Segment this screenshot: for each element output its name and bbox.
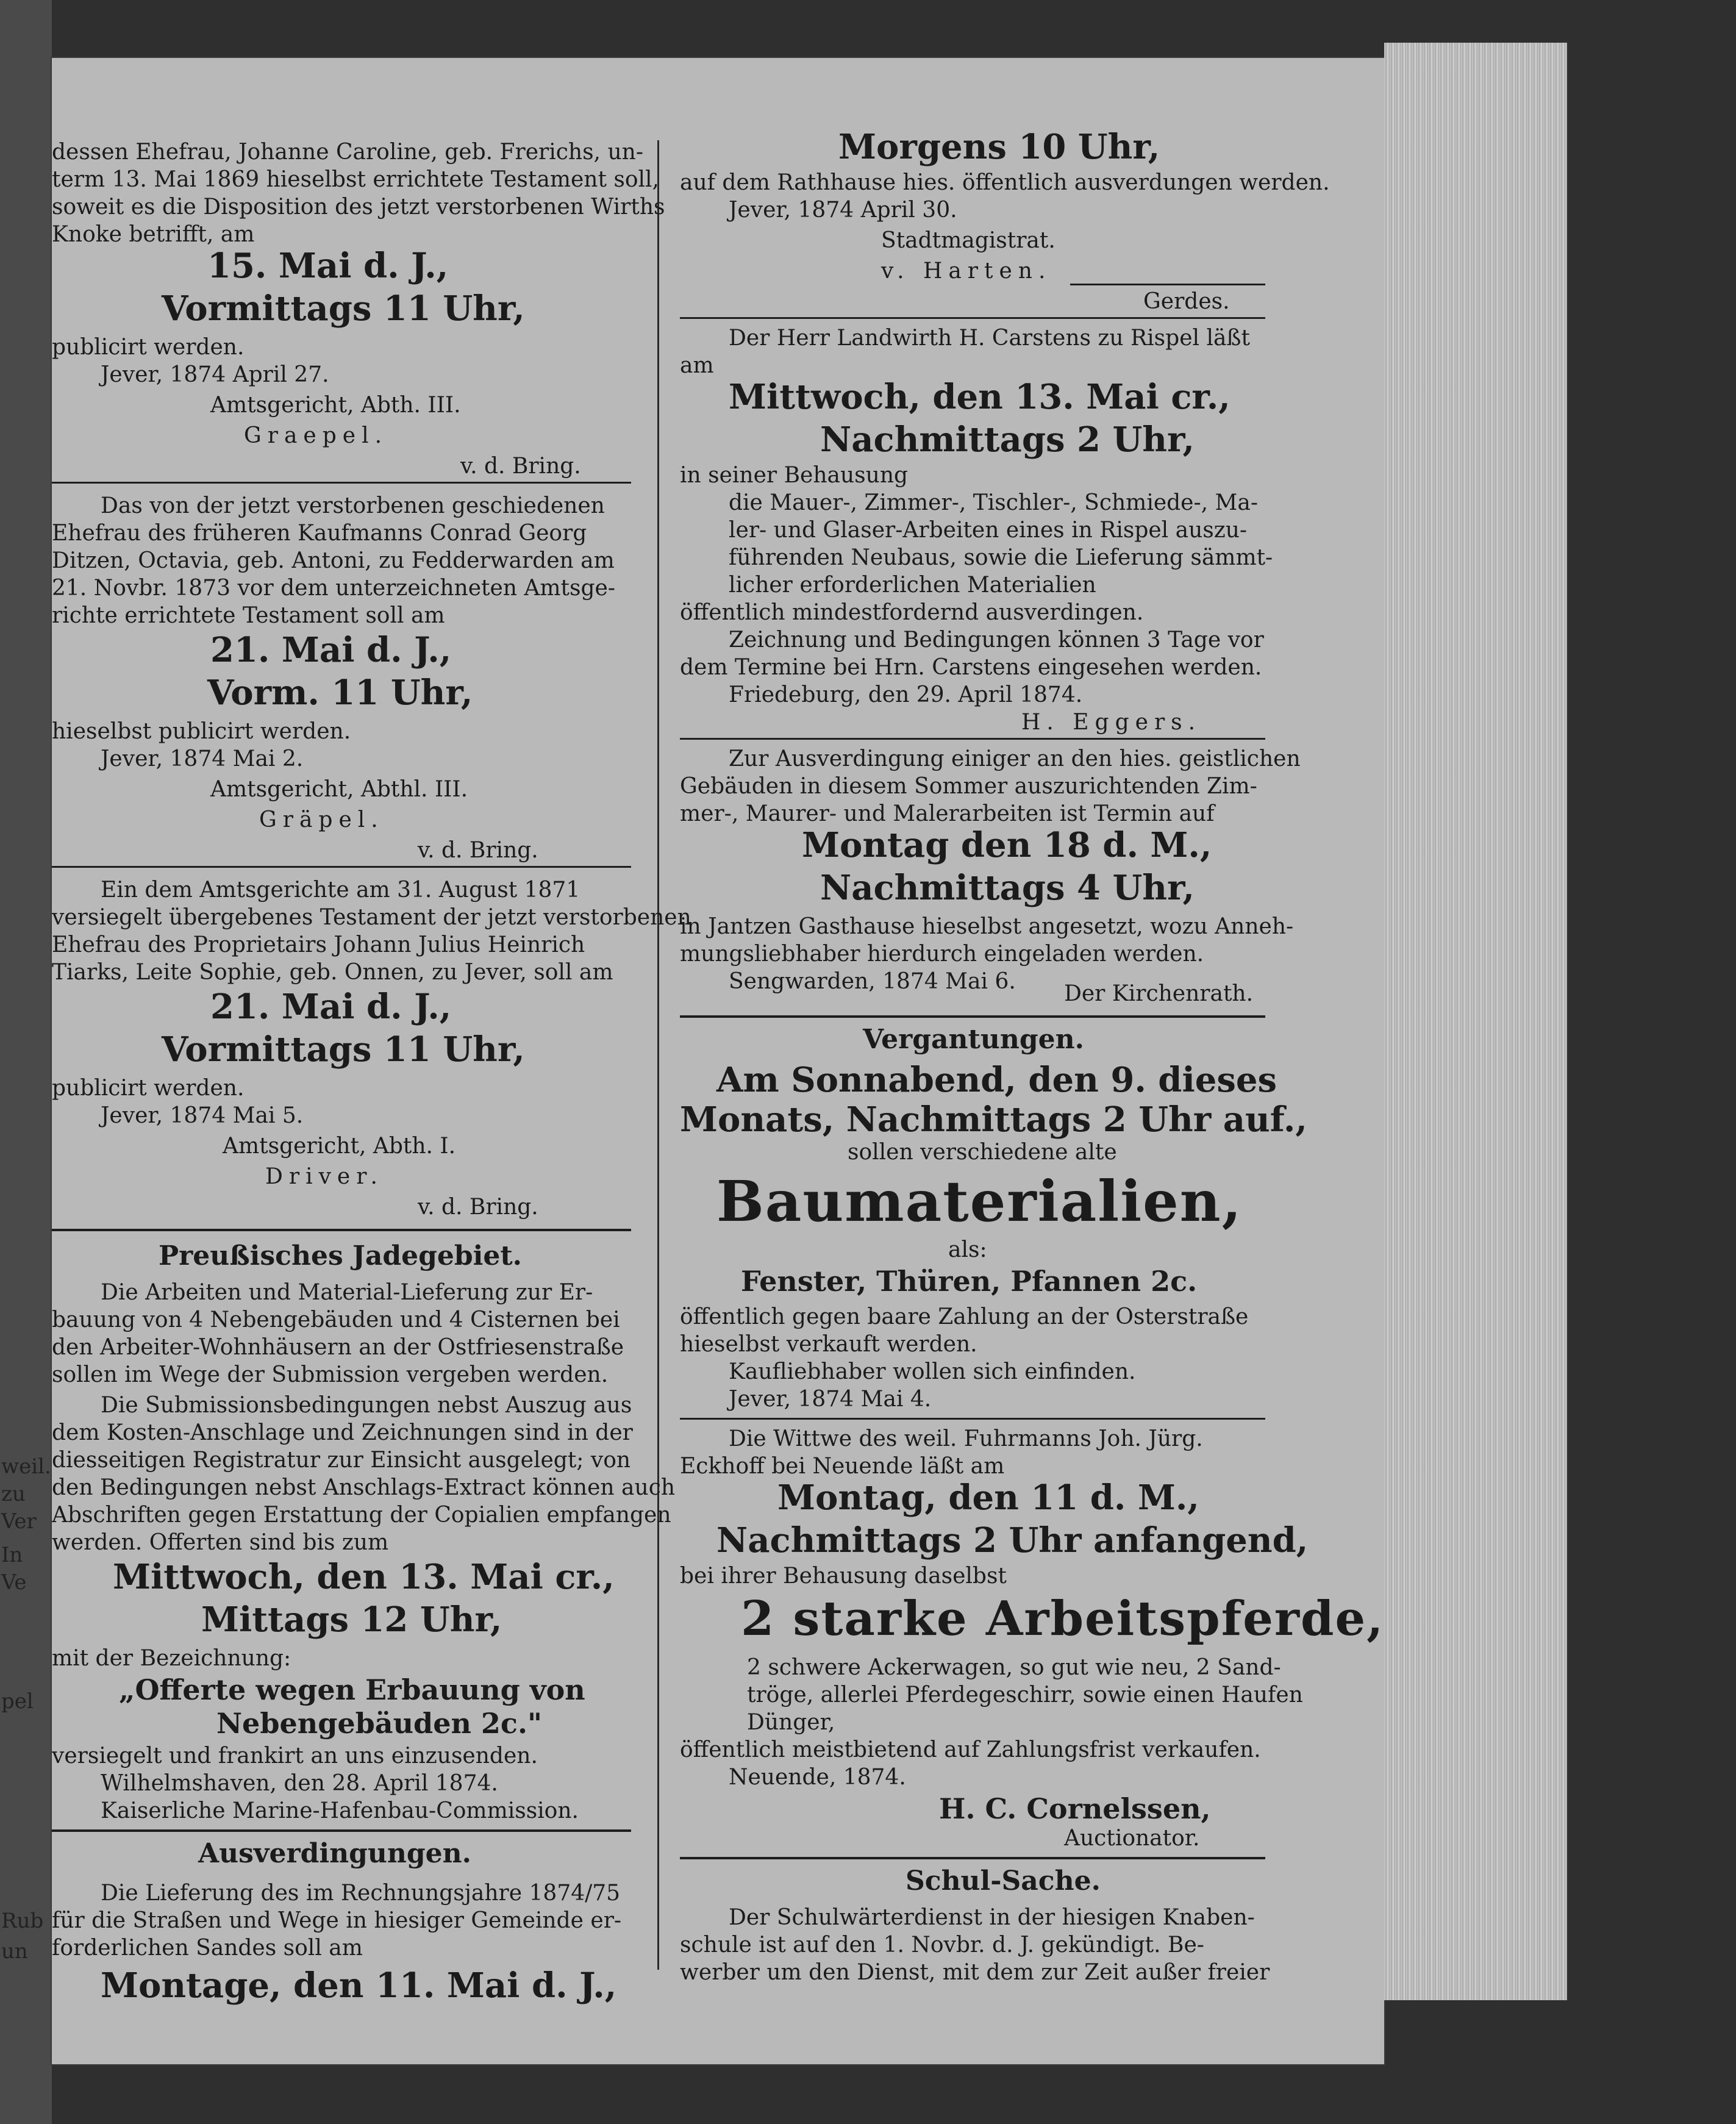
notice-date: Am Sonnabend, den 9. dieses — [716, 1060, 1277, 1100]
book-page-edges — [1384, 43, 1567, 2000]
notice-text-line: Kaufliebhaber wollen sich einfinden. — [729, 1359, 1136, 1384]
separator-rule — [680, 738, 1265, 740]
notice-text-line: in seiner Behausung — [680, 463, 909, 488]
notice-clerk: v. d. Bring. — [418, 1195, 538, 1220]
notice-role: Auctionator. — [1064, 1826, 1200, 1851]
separator-rule-short — [1070, 284, 1265, 285]
notice-text-line: den Bedingungen nebst Anschlags-Extract können auch — [52, 1475, 676, 1500]
notice-signer: H. C. Cornelssen, — [939, 1792, 1211, 1825]
notice-text-line: bauung von 4 Nebengebäuden und 4 Cisternen bei — [52, 1307, 620, 1332]
notice-text-line: mungsliebhaber hierdurch eingeladen werden. — [680, 942, 1204, 967]
notice-text-line: bei ihrer Behausung daselbst — [680, 1564, 1007, 1589]
previous-page-edge — [0, 0, 52, 2124]
margin-fragment: un — [1, 1939, 28, 1964]
separator-rule — [680, 1857, 1265, 1859]
margin-fragment: pel — [1, 1689, 34, 1714]
notice-time: Vormittags 11 Uhr, — [162, 288, 525, 329]
section-heading: Ausverdingungen. — [198, 1838, 471, 1869]
notice-text-line: am — [680, 353, 714, 378]
notice-place-date: Jever, 1874 April 30. — [729, 198, 957, 223]
notice-text-line: Dünger, — [747, 1710, 835, 1735]
section-heading: Preußisches Jadegebiet. — [159, 1240, 522, 1271]
notice-place-date: Jever, 1874 Mai 2. — [101, 746, 304, 771]
notice-office: Amtsgericht, Abthl. III. — [210, 777, 468, 802]
notice-text-line: versiegelt übergebenes Testament der jetzt verstorbenen — [52, 905, 691, 930]
notice-text-line: Gebäuden in diesem Sommer auszurichtenden Zim- — [680, 774, 1257, 799]
notice-office: Stadtmagistrat. — [881, 228, 1056, 253]
notice-text-line: Die Submissionsbedingungen nebst Auszug aus — [101, 1393, 632, 1418]
notice-text-line: öffentlich meistbietend auf Zahlungsfrist verkaufen. — [680, 1737, 1261, 1762]
notice-time: Morgens 10 Uhr, — [838, 127, 1160, 167]
notice-place-date: Jever, 1874 Mai 5. — [101, 1103, 304, 1128]
notice-text-line: Ehefrau des früheren Kaufmanns Conrad Georg — [52, 521, 587, 546]
notice-office: Amtsgericht, Abth. III. — [210, 393, 461, 418]
separator-rule — [680, 1418, 1265, 1420]
notice-text-line: publicirt werden. — [52, 335, 245, 360]
notice-text-line: term 13. Mai 1869 hieselbst errichtete Testament soll, — [52, 167, 659, 192]
section-heading: Schul-Sache. — [906, 1865, 1101, 1897]
notice-text-line: Ehefrau des Proprietairs Johann Julius Heinrich — [52, 932, 585, 957]
separator-rule — [52, 1229, 631, 1231]
notice-text-line: versiegelt und frankirt an uns einzusenden. — [52, 1743, 538, 1768]
notice-time: Nachmittags 4 Uhr, — [820, 868, 1195, 908]
notice-time: Nachmittags 2 Uhr, — [820, 420, 1195, 460]
notice-time: Mittags 12 Uhr, — [201, 1600, 502, 1640]
auction-title: 2 starke Arbeitspferde, — [741, 1591, 1385, 1647]
notice-text-line: Das von der jetzt verstorbenen geschiedenen — [101, 493, 605, 518]
notice-date: Montag, den 11 d. M., — [777, 1478, 1199, 1518]
margin-fragment: Ver — [1, 1509, 37, 1534]
notice-text-line: Der Schulwärterdienst in der hiesigen Knaben- — [729, 1905, 1255, 1930]
notice-text-line: Ein dem Amtsgerichte am 31. August 1871 — [101, 878, 580, 903]
notice-text-line: Die Lieferung des im Rechnungsjahre 1874/75 — [101, 1881, 621, 1906]
notice-date: Montag den 18 d. M., — [802, 825, 1212, 865]
notice-text-line: Knoke betrifft, am — [52, 222, 255, 247]
separator-rule — [52, 866, 631, 868]
notice-text-line: 21. Novbr. 1873 vor dem unterzeichneten Amtsge- — [52, 576, 616, 601]
notice-clerk: v. d. Bring. — [460, 454, 581, 479]
notice-text-line: richte errichtete Testament soll am — [52, 603, 445, 628]
notice-date: Mittwoch, den 13. Mai cr., — [113, 1557, 615, 1597]
notice-text-line: sollen im Wege der Submission vergeben werden. — [52, 1362, 609, 1387]
notice-text-line: tröge, allerlei Pferdegeschirr, sowie einen Haufen — [747, 1682, 1303, 1707]
notice-text-line: Die Arbeiten und Material-Lieferung zur Er- — [101, 1280, 593, 1305]
margin-fragment: zu — [1, 1482, 26, 1506]
notice-signer: H. Eggers. — [1021, 710, 1202, 735]
notice-clerk: Gerdes. — [1143, 289, 1230, 314]
notice-place-date: Jever, 1874 Mai 4. — [729, 1387, 932, 1412]
notice-text-line: dessen Ehefrau, Johanne Caroline, geb. Frerichs, un- — [52, 140, 643, 165]
notice-date: 21. Mai d. J., — [210, 630, 452, 670]
separator-rule — [52, 482, 631, 484]
notice-text-line: für die Straßen und Wege in hiesiger Gemeinde er- — [52, 1908, 622, 1933]
notice-text-line: mer-, Maurer- und Malerarbeiten ist Termin auf — [680, 801, 1215, 826]
notice-text-line: die Mauer-, Zimmer-, Tischler-, Schmiede-, Ma- — [729, 490, 1259, 515]
notice-office: Amtsgericht, Abth. I. — [223, 1134, 456, 1159]
notice-text-line: in Jantzen Gasthause hieselbst angesetzt, wozu Anneh- — [680, 914, 1294, 939]
notice-date: Montage, den 11. Mai d. J., — [101, 1965, 617, 2006]
auction-title: Baumaterialien, — [716, 1168, 1243, 1234]
notice-office: Kaiserliche Marine-Hafenbau-Commission. — [101, 1798, 579, 1823]
notice-text-line: Tiarks, Leite Sophie, geb. Onnen, zu Jever, soll am — [52, 960, 613, 985]
notice-text-line: soweit es die Disposition des jetzt verstorbenen Wirths — [52, 195, 665, 220]
margin-fragment: In — [1, 1543, 23, 1567]
notice-text-line: als: — [948, 1237, 987, 1262]
notice-text-line: forderlichen Sandes soll am — [52, 1936, 363, 1961]
notice-signer: Graepel. — [244, 423, 388, 448]
notice-date: 15. Mai d. J., — [207, 246, 449, 286]
separator-rule — [680, 1015, 1265, 1018]
margin-fragment: Rub — [1, 1909, 44, 1933]
notice-signer: v. Harten. — [881, 259, 1052, 284]
notice-text-line: schule ist auf den 1. Novbr. d. J. gekündigt. Be- — [680, 1933, 1204, 1958]
notice-text-line: öffentlich gegen baare Zahlung an der Osterstraße — [680, 1304, 1249, 1329]
notice-clerk: v. d. Bring. — [418, 838, 538, 863]
notice-time: Vorm. 11 Uhr, — [207, 673, 473, 713]
notice-signer: Gräpel. — [259, 807, 384, 832]
notice-text-line: Ditzen, Octavia, geb. Antoni, zu Fedderwarden am — [52, 548, 615, 573]
notice-text-line: werber um den Dienst, mit dem zur Zeit außer freier — [680, 1960, 1270, 1985]
notice-text-line: den Arbeiter-Wohnhäusern an der Ostfriesenstraße — [52, 1335, 624, 1360]
notice-text-line: hieselbst verkauft werden. — [680, 1332, 977, 1357]
margin-fragment: weil. — [1, 1454, 51, 1479]
notice-text-line: dem Termine bei Hrn. Carstens eingesehen werden. — [680, 655, 1262, 680]
notice-text-line: licher erforderlichen Materialien — [729, 573, 1096, 598]
margin-fragment: Ve — [1, 1570, 27, 1595]
notice-signer: Driver. — [265, 1164, 384, 1189]
notice-place-date: Jever, 1874 April 27. — [101, 362, 329, 387]
notice-text-line: diesseitigen Registratur zur Einsicht ausgelegt; von — [52, 1448, 631, 1473]
notice-text-line: mit der Bezeichnung: — [52, 1646, 291, 1671]
notice-text-line: publicirt werden. — [52, 1076, 245, 1101]
notice-office: Der Kirchenrath. — [1064, 981, 1254, 1006]
notice-time: Vormittags 11 Uhr, — [162, 1029, 525, 1070]
notice-text-line: 2 schwere Ackerwagen, so gut wie neu, 2 Sand- — [747, 1655, 1281, 1680]
auction-items: Fenster, Thüren, Pfannen 2c. — [741, 1265, 1198, 1298]
notice-date: Mittwoch, den 13. Mai cr., — [729, 377, 1231, 417]
notice-label: „Offerte wegen Erbauung von — [119, 1673, 585, 1706]
section-heading: Vergantungen. — [863, 1024, 1084, 1055]
separator-rule — [680, 317, 1265, 319]
notice-place-date: Neuende, 1874. — [729, 1765, 906, 1790]
notice-text-line: hieselbst publicirt werden. — [52, 719, 351, 744]
separator-rule — [52, 1829, 631, 1832]
notice-text-line: auf dem Rathhause hies. öffentlich ausverdungen werden. — [680, 170, 1330, 195]
notice-text-line: dem Kosten-Anschlage und Zeichnungen sind in der — [52, 1420, 633, 1445]
notice-text-line: Eckhoff bei Neuende läßt am — [680, 1454, 1005, 1479]
notice-date: 21. Mai d. J., — [210, 987, 452, 1027]
notice-text-line: führenden Neubaus, sowie die Lieferung sämmt- — [729, 545, 1273, 570]
notice-time: Monats, Nachmittags 2 Uhr auf., — [680, 1100, 1307, 1140]
notice-label: Nebengebäuden 2c." — [216, 1707, 542, 1740]
notice-text-line: Der Herr Landwirth H. Carstens zu Rispel läßt — [729, 326, 1250, 351]
notice-text-line: öffentlich mindestfordernd ausverdingen. — [680, 600, 1144, 625]
notice-text-line: Zur Ausverdingung einiger an den hies. geistlichen — [729, 746, 1301, 771]
background-edge — [1567, 43, 1736, 2124]
notice-text-line: Die Wittwe des weil. Fuhrmanns Joh. Jürg. — [729, 1426, 1203, 1451]
notice-place-date: Wilhelmshaven, den 28. April 1874. — [101, 1771, 498, 1796]
notice-time: Nachmittags 2 Uhr anfangend, — [716, 1520, 1309, 1561]
column-divider — [657, 140, 659, 1970]
notice-place-date: Sengwarden, 1874 Mai 6. — [729, 969, 1016, 994]
notice-text-line: Zeichnung und Bedingungen können 3 Tage vor — [729, 628, 1264, 653]
notice-place-date: Friedeburg, den 29. April 1874. — [729, 682, 1083, 707]
notice-text-line: werden. Offerten sind bis zum — [52, 1530, 389, 1555]
notice-text-line: ler- und Glaser-Arbeiten eines in Rispel auszu- — [729, 518, 1248, 543]
notice-text-line: sollen verschiedene alte — [848, 1140, 1117, 1165]
notice-text-line: Abschriften gegen Erstattung der Copialien empfangen — [52, 1503, 671, 1528]
